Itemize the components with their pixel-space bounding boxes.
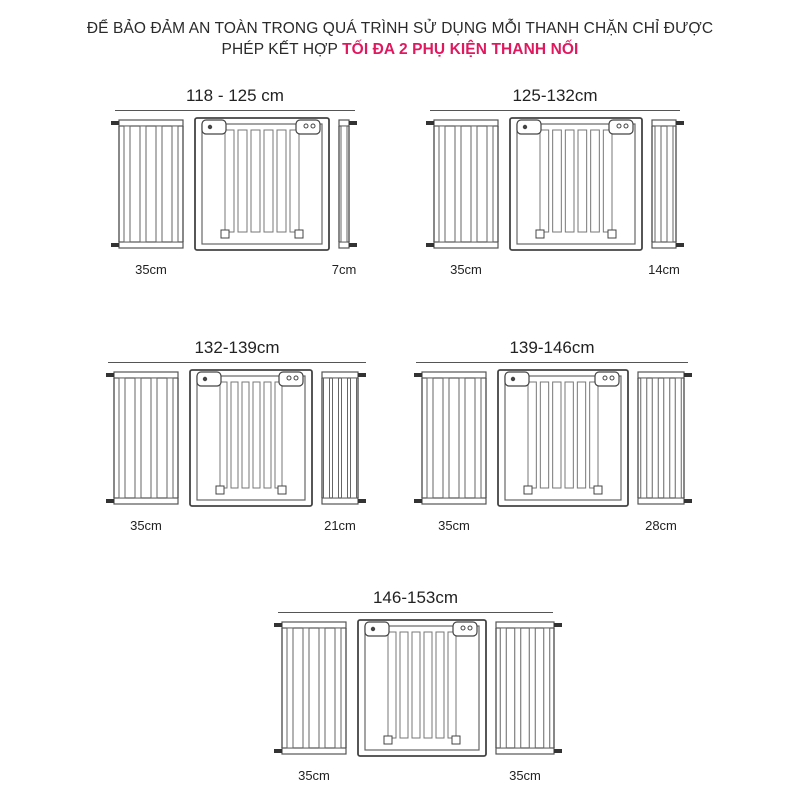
width-range-label: 139-146cm bbox=[509, 338, 595, 357]
main-gate bbox=[195, 118, 329, 250]
width-range-label: 132-139cm bbox=[194, 338, 280, 357]
header-line-1: ĐỂ BẢO ĐẢM AN TOÀN TRONG QUÁ TRÌNH SỬ DỤNG MỖI THANH CHẶN CHỈ ĐƯỢC bbox=[86, 20, 714, 37]
gate-diagram bbox=[420, 116, 690, 256]
left-extension-size: 35cm bbox=[135, 262, 167, 277]
right-extension-size: 28cm bbox=[645, 518, 677, 533]
left-extension-size: 35cm bbox=[298, 768, 330, 783]
header-text bbox=[0, 18, 800, 60]
header-line-2-prefix: PHÉP KẾT HỢP bbox=[221, 41, 343, 58]
main-gate bbox=[510, 118, 642, 250]
left-extension-size: 35cm bbox=[438, 518, 470, 533]
gate-config bbox=[268, 588, 568, 800]
right-extension-size: 21cm bbox=[324, 518, 356, 533]
left-extension-size: 35cm bbox=[130, 518, 162, 533]
width-range-label: 146-153cm bbox=[372, 588, 459, 607]
dimension-line bbox=[416, 362, 688, 363]
right-extension-size: 14cm bbox=[648, 262, 680, 277]
main-gate bbox=[190, 370, 312, 506]
left-extension-panel bbox=[426, 120, 498, 248]
dimension-line bbox=[108, 362, 366, 363]
gate-diagram bbox=[268, 618, 568, 762]
header-line-2 bbox=[0, 39, 800, 60]
width-range-label: 118 - 125 cm bbox=[186, 86, 284, 105]
dimension-line bbox=[115, 110, 355, 111]
left-extension-panel bbox=[274, 622, 346, 754]
left-extension-size: 35cm bbox=[450, 262, 482, 277]
main-gate bbox=[358, 620, 486, 756]
right-extension-panel bbox=[638, 372, 692, 504]
dimension-line bbox=[430, 110, 680, 111]
gate-diagram bbox=[408, 368, 698, 512]
right-extension-size: 7cm bbox=[331, 262, 357, 277]
gate-config bbox=[100, 338, 372, 550]
right-extension-panel bbox=[496, 622, 562, 754]
gate-diagram bbox=[100, 368, 372, 512]
header-highlight: TỐI ĐA 2 PHỤ KIỆN THANH NỐI bbox=[342, 41, 579, 58]
left-extension-panel bbox=[106, 372, 178, 504]
left-extension-panel bbox=[414, 372, 486, 504]
dimension-line bbox=[278, 612, 553, 613]
gate-config bbox=[105, 86, 363, 294]
right-extension-panel bbox=[339, 120, 357, 248]
gate-diagram bbox=[105, 116, 363, 256]
right-extension-panel bbox=[652, 120, 684, 248]
main-gate bbox=[498, 370, 628, 506]
gate-config bbox=[408, 338, 698, 550]
width-range-label: 125-132cm bbox=[512, 86, 598, 105]
right-extension-size: 35cm bbox=[509, 768, 541, 783]
right-extension-panel bbox=[322, 372, 366, 504]
gate-config bbox=[420, 86, 690, 294]
left-extension-panel bbox=[111, 120, 183, 248]
